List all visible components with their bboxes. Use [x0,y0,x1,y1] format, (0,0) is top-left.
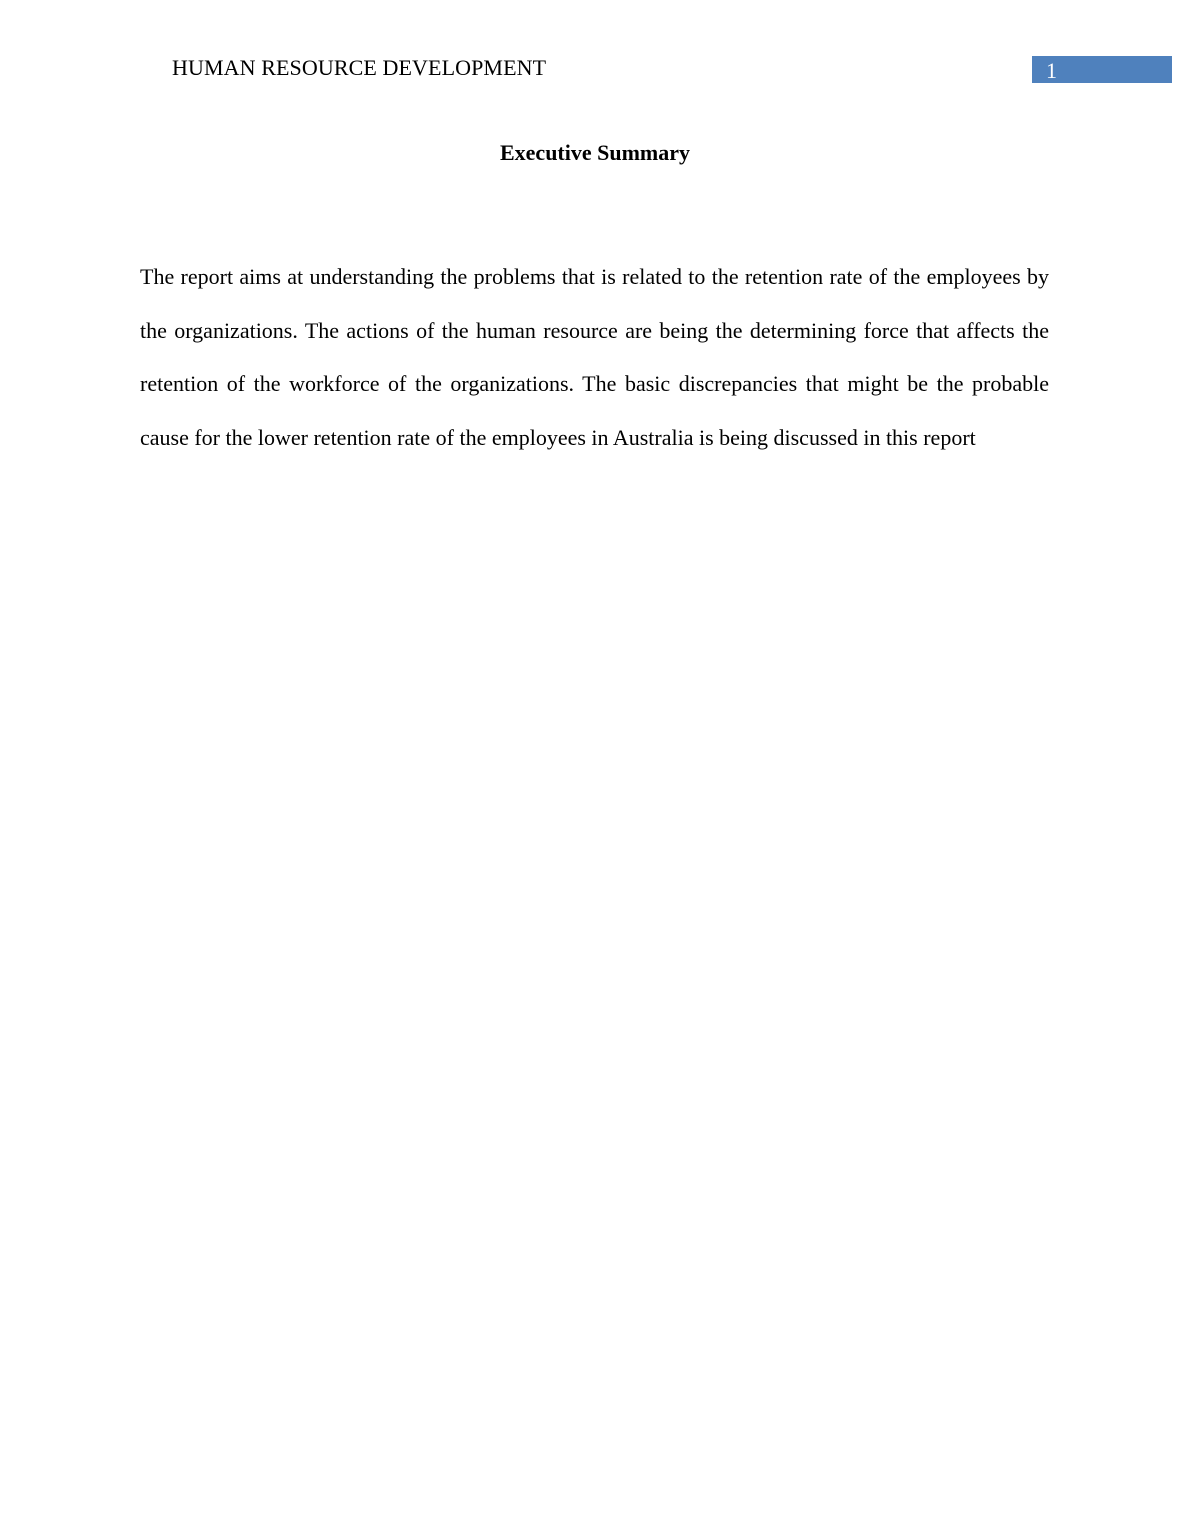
page-number: 1 [1046,58,1057,83]
running-header-title: HUMAN RESOURCE DEVELOPMENT [172,55,547,80]
page-number-box [1032,56,1172,83]
summary-paragraph: The report aims at understanding the problems that is related to the retention rate of the employees by the organizations. The actions of the human resource are being the determining force that affects the retention of the workforce of the organizations. The basic discrepancies that might be the probable cause for the lower retention rate of the employees in Australia is being discussed in this report [140,264,1049,450]
section-heading: Executive Summary [499,140,691,165]
